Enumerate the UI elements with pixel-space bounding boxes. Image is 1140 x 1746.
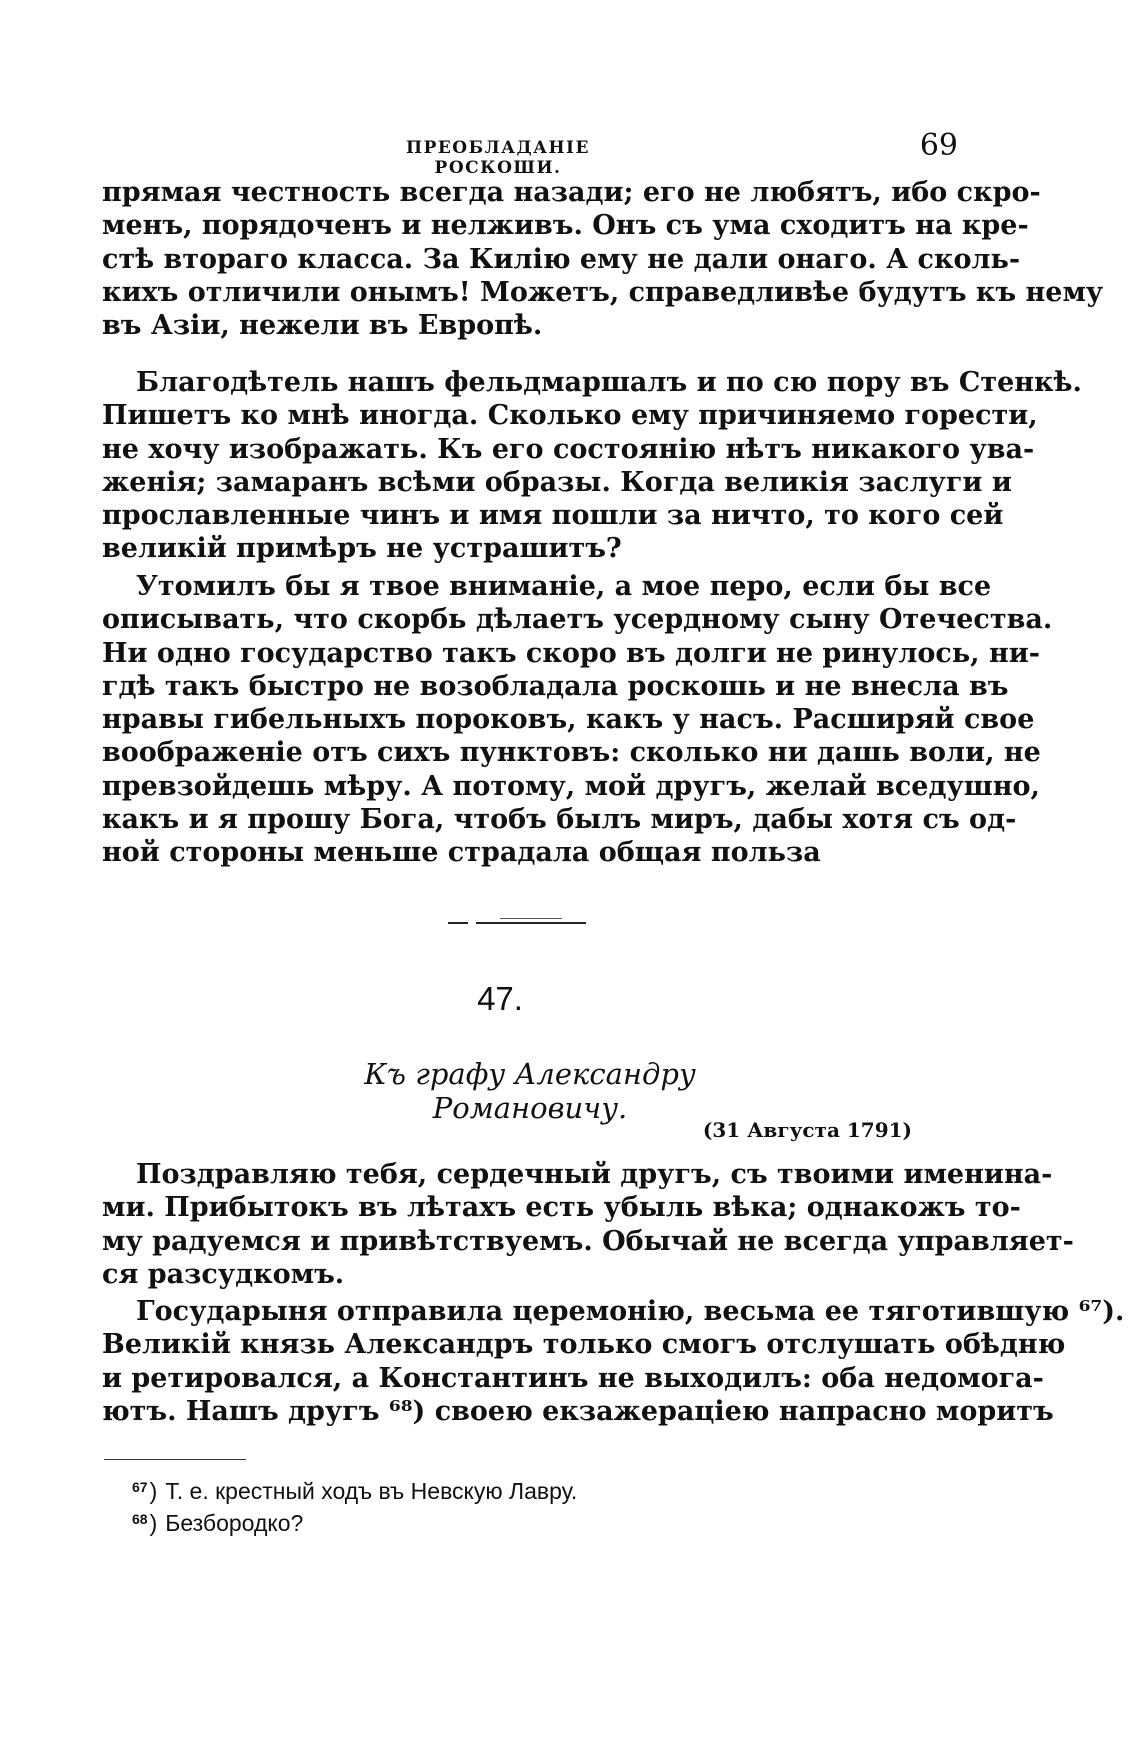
letter-heading: Къ графу Александру Романовичу. [364, 1057, 696, 1125]
text-line: гдѣ такъ быстро не возобладала роскошь и не внесла въ [102, 670, 1009, 702]
footnote-marker: 67 [132, 1479, 148, 1495]
footnote-marker: 68 [132, 1511, 148, 1527]
text-line: женія; замаранъ всѣми образы. Когда великія заслуги и [102, 466, 1012, 498]
text-line: воображеніе отъ сихъ пунктовъ: сколько ни дашь воли, не [102, 737, 1041, 769]
footnote-rule [104, 1459, 246, 1460]
paragraph-3 [102, 570, 1053, 870]
text-line: Ни одно государство такъ скоро въ долги не ринулось, ни- [102, 637, 1040, 669]
page-number: 69 [919, 128, 958, 163]
separator-rule [476, 922, 586, 924]
letter-number: 47. [477, 980, 523, 1017]
text-line: прямая честность всегда назади; его не любятъ, ибо скро- [102, 177, 1041, 208]
paragraph-5 [102, 1295, 1125, 1428]
text-line: описывать, что скорбь дѣлаетъ усердному сыну Отечества. [102, 604, 1053, 636]
text-line: ной стороны меньше страдала общая польза [102, 837, 821, 869]
text-line: нравы гибельныхъ пороковъ, какъ у насъ. Расширяй свое [102, 704, 1035, 736]
text-line: му радуемся и привѣтствуемъ. Обычай не всегда управляет- [102, 1225, 1074, 1257]
footnote-text: Безбородко? [165, 1510, 304, 1536]
paragraph-4 [102, 1158, 1074, 1291]
footnote-marker-paren: ) [149, 1510, 158, 1536]
text-line: Благодѣтель нашъ фельдмаршалъ и по сю пору въ Стенкѣ. [136, 367, 1082, 398]
text-line: превзойдешь мѣру. А потому, мой другъ, желай вседушно, [102, 770, 1040, 802]
text-line: Государыня отправила церемонію, весьма ее тяготившую ⁶⁷). [136, 1296, 1125, 1327]
text-line: Поздравляю тебя, сердечный другъ, съ твоими именина- [136, 1159, 1053, 1190]
text-line: въ Азіи, нежели въ Европѣ. [102, 310, 543, 342]
separator-dash [448, 922, 468, 924]
footnote-text: Т. е. крестный ходъ въ Невскую Лавру. [165, 1478, 578, 1504]
footnote [132, 1510, 303, 1537]
separator-thin-rule [500, 918, 562, 919]
footnote [132, 1478, 577, 1505]
text-line: ся разсудкомъ. [102, 1258, 345, 1290]
text-line: великій примѣръ не устрашитъ? [102, 533, 622, 565]
text-line: ми. Прибытокъ въ лѣтахъ есть убыль вѣка; однакожъ то- [102, 1192, 1021, 1224]
text-line: стѣ втораго класса. За Килію ему не дали онаго. А сколь- [102, 243, 1021, 275]
text-line: Пишетъ ко мнѣ иногда. Сколько ему причиняемо горести, [102, 400, 1038, 432]
paragraph-2 [102, 366, 1082, 566]
text-line: и ретировался, а Константинъ не выходилъ: оба недомога- [102, 1362, 1044, 1394]
text-line: прославленные чинъ и имя пошли за ничто, то кого сей [102, 500, 1004, 532]
text-line: кихъ отличили онымъ! Можетъ, справедливѣе будутъ къ нему [102, 276, 1104, 308]
text-line: ютъ. Нашъ другъ ⁶⁸) своею екзажераціею напрасно моритъ [102, 1395, 1054, 1427]
running-header-title: ПРЕОБЛАДАНІЕ РОСКОШИ. [406, 138, 590, 178]
footnote-marker-paren: ) [149, 1478, 158, 1504]
text-line: какъ и я прошу Бога, чтобъ былъ миръ, дабы хотя съ од- [102, 804, 1017, 836]
letter-date: (31 Августа 1791) [702, 1118, 912, 1142]
text-line: менъ, порядоченъ и нелживъ. Онъ съ ума сходитъ на кре- [102, 210, 1029, 242]
text-line: не хочу изображать. Къ его состоянію нѣтъ никакого ува- [102, 433, 1035, 465]
paragraph-1 [102, 176, 1104, 342]
text-line: Утомилъ бы я твое вниманіе, а мое перо, если бы все [136, 571, 992, 602]
text-line: Великій князь Александръ только смогъ отслушать обѣдню [102, 1329, 1066, 1361]
